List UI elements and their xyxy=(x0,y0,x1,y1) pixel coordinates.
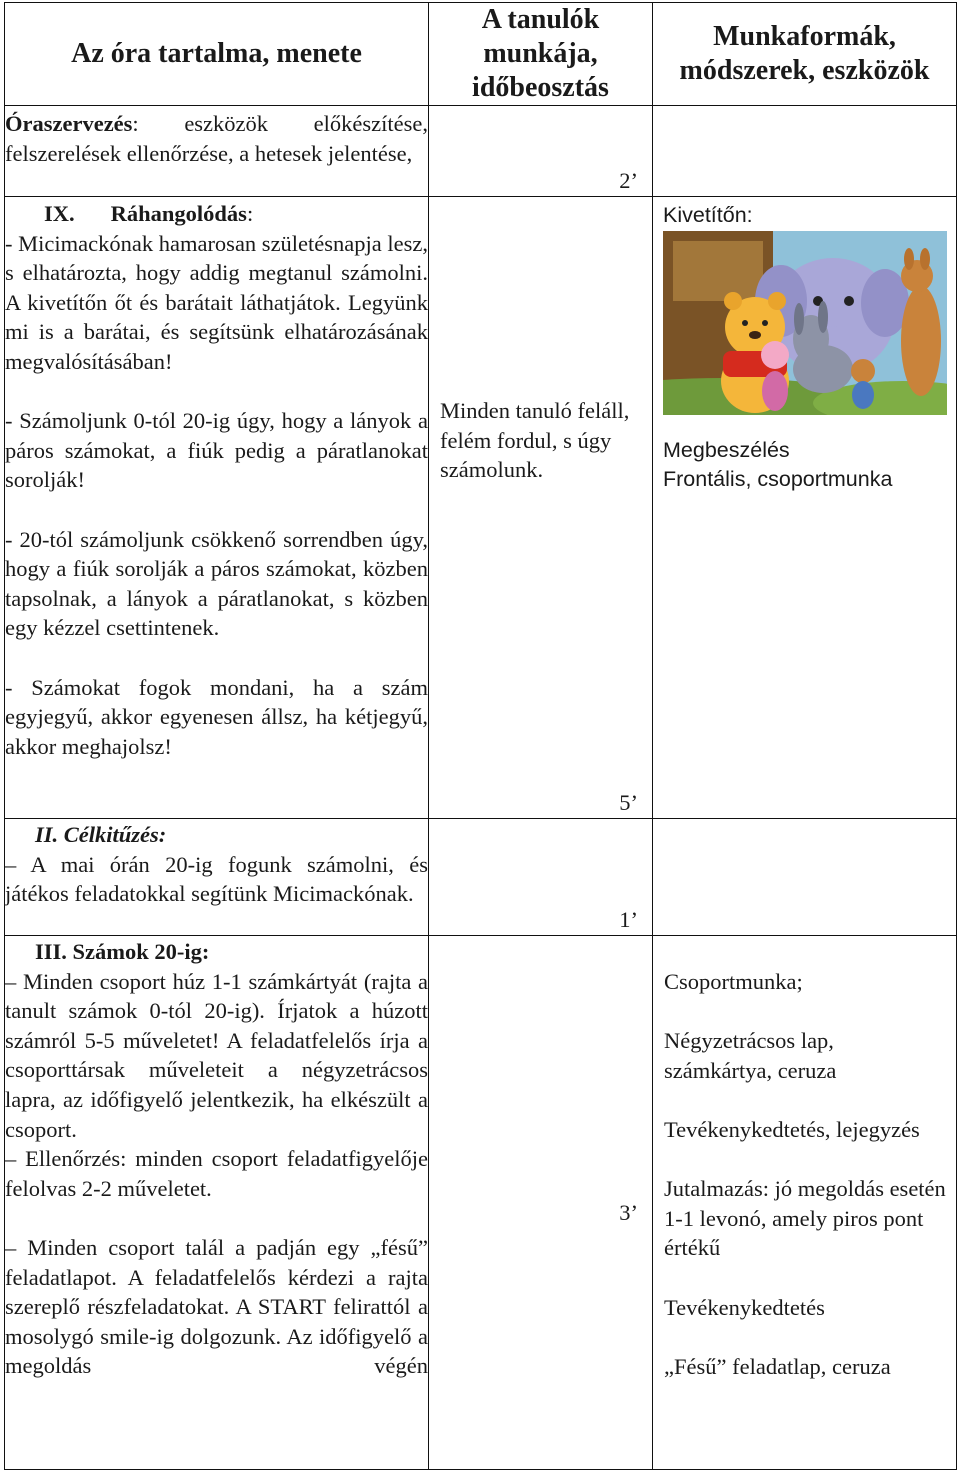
header-content: Az óra tartalma, menete xyxy=(5,3,429,106)
warmup-paragraph-3: - 20-tól számoljunk csökkenő sorrendben úgy, hogy a fiúk sorolják a páros számokat, közben tapsolnak, a lányok a páratlanokat, s közben egy kézzel csettintenek. xyxy=(5,526,428,641)
org-cell xyxy=(5,106,429,197)
org-time: 2’ xyxy=(619,168,638,194)
goal-cell xyxy=(5,819,429,936)
numbers-paragraph-3: – Minden csoport talál a padján egy „fésű” feladatlapot. A feladatfelelős kérdezi a rajta szereplő részfeladatokat. A START felirattól a mosolygó smile-ig dolgozunk. Az időfigyelő a megoldás végén xyxy=(5,1234,428,1379)
warmup-student-cell xyxy=(429,197,653,819)
warmup-cell: IX. Ráhangolódás: - Micimackónak hamarosan születésnapja lesz, s elhatározta, hogy addig megtanul számolni. A kivetítőn őt és barátait láthatjátok. Legyünk mi is a barátai, és segítsünk elhatározásának megvalósításában! - Számoljunk 0-tól 20-ig úgy, hogy a lányok a páros számokat, a fiúk pedig a páratlanokat sorolják! - 20-tól számoljunk csökkenő sorrendben úgy, hogy a fiúk sorolják a páros számokat, közben tapsolnak, a lányok a páratlanokat, s közben egy kézzel csettintenek. - Számokat fogok mondani, ha a szám egyjegyű, akkor egyenesen állsz, ha kétjegyű, akkor meghajolsz! xyxy=(5,197,429,819)
method-discussion: Megbeszélés xyxy=(663,437,790,462)
org-methods-cell xyxy=(653,106,957,197)
goal-methods-cell xyxy=(653,819,957,936)
goal-time-cell xyxy=(429,819,653,936)
warmup-paragraph-4: - Számokat fogok mondani, ha a szám egyjegyű, akkor egyenesen állsz, ha kétjegyű, akkor meghajolsz! xyxy=(5,674,428,759)
numbers-paragraph-2: – Ellenőrzés: minden csoport feladatfigyelője felolvas 2-2 műveletet. xyxy=(5,1146,428,1201)
method-frontal-group: Frontális, csoportmunka xyxy=(663,467,893,492)
numbers-cell xyxy=(5,936,429,1470)
org-time-cell xyxy=(429,106,653,197)
org-text: : eszközök előkészítése, felszerelések ellenőrzése, a hetesek jelentése, xyxy=(5,111,428,166)
numbers-time: 3’ xyxy=(619,1200,638,1225)
header-methods: Munkaformák, módszerek, eszközök xyxy=(653,3,957,106)
warmup-time: 5’ xyxy=(619,790,638,816)
warmup-paragraph-1: - Micimackónak hamarosan születésnapja lesz, s elhatározta, hogy addig megtanul számolni. A kivetítőn őt és barátait láthatjátok. Legyünk mi is a barátai, és segítsünk elhatározásának megvalósításában! xyxy=(5,230,428,374)
goal-text: – A mai órán 20-ig fogunk számolni, és játékos feladatokkal segítünk Micimackónak. xyxy=(5,851,428,907)
lesson-plan-table xyxy=(4,2,957,1470)
goal-time: 1’ xyxy=(619,907,638,933)
method-reward: Jutalmazás: jó megoldás esetén 1-1 levonó, amely piros pont értékű xyxy=(664,1176,946,1261)
winnie-the-pooh-illustration xyxy=(663,231,947,415)
warmup-student-work: Minden tanuló feláll, felém fordul, s úgy számolunk. xyxy=(440,398,630,483)
method-group-work: Csoportmunka; xyxy=(664,969,803,994)
warmup-number: IX. xyxy=(44,201,75,226)
header-student-work: A tanulók munkája, időbeosztás xyxy=(429,3,653,106)
warmup-paragraph-2: - Számoljunk 0-tól 20-ig úgy, hogy a lányok a páros számokat, a fiúk pedig a páratlanokat sorolják! xyxy=(5,408,428,493)
method-activity-1: Tevékenykedtetés, lejegyzés xyxy=(664,1116,920,1142)
warmup-heading: Ráhangolódás xyxy=(110,201,247,226)
method-activity-2: Tevékenykedtetés xyxy=(664,1294,825,1320)
numbers-paragraph-1: – Minden csoport húz 1-1 számkártyát (rajta a tanult számok 0-tól 20-ig). Írjatok a húzott számról 5-5 műveletet! A feladatfelelős írja a csoporttársak műveleteit a négyzetrácsos lapra, az időfigyelő jelentkezik, ha elkészült a csoport. xyxy=(5,968,428,1142)
numbers-methods-cell xyxy=(653,936,957,1470)
org-label: Óraszervezés xyxy=(5,111,133,136)
method-tools-2: „Fésű” feladatlap, ceruza xyxy=(664,1353,891,1379)
method-tools-1: Négyzetrácsos lap, számkártya, ceruza xyxy=(664,1028,837,1083)
goal-heading: II. Célkitűzés: xyxy=(35,822,167,847)
warmup-methods-cell xyxy=(653,197,957,819)
numbers-heading: III. Számok 20-ig: xyxy=(35,939,210,964)
numbers-time-cell xyxy=(429,936,653,1470)
projector-label: Kivetítőn: xyxy=(663,203,753,227)
